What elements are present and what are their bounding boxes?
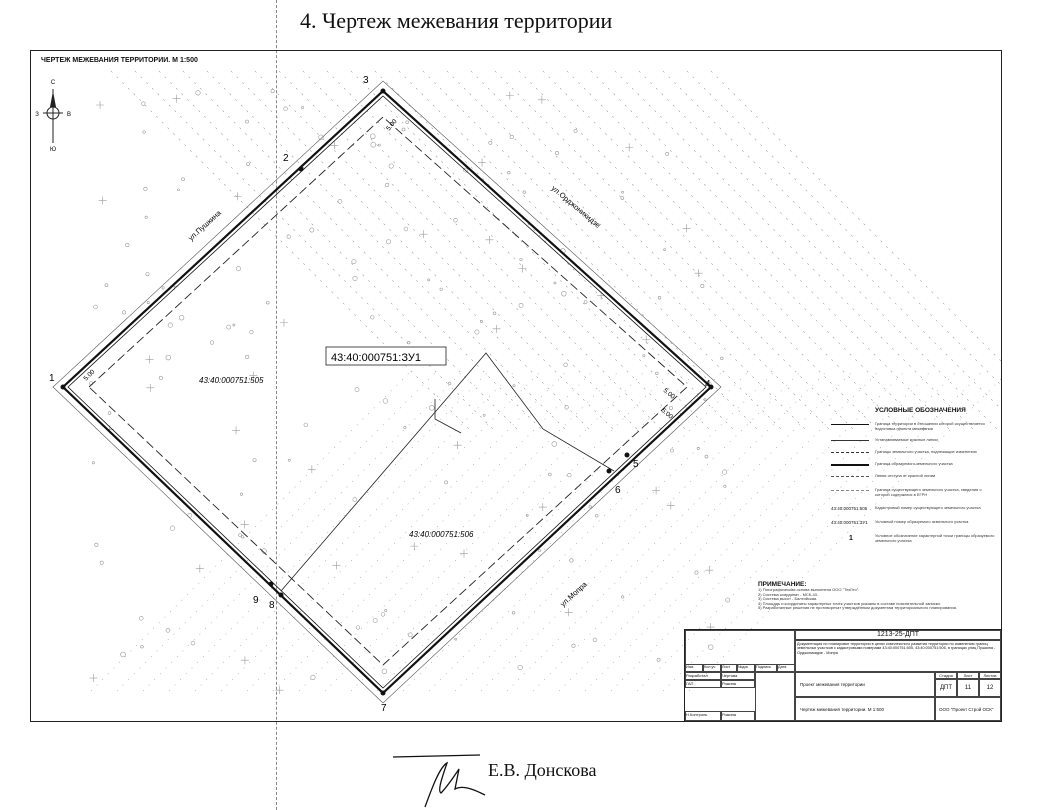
setback-label: 5.00 xyxy=(385,118,399,133)
legend-swatch xyxy=(831,490,869,491)
note-item: 4) Площадь и координаты характерных точек участков указаны в составе пояснительной записки. xyxy=(758,601,941,606)
legend-swatch xyxy=(831,424,869,425)
legend-item: Граница существующего земельного участка, сведения о которой содержатся в ЕГРН xyxy=(875,487,982,497)
point-label: 8 xyxy=(269,600,275,611)
parcel-506-label: 43:40:000751:506 xyxy=(409,530,474,539)
legend-swatch xyxy=(831,452,869,453)
point-label: 9 xyxy=(253,595,259,606)
parcel-main-label: 43:40:000751:ЗУ1 xyxy=(331,352,421,364)
setback-label: 5.00 xyxy=(659,407,674,421)
legend-code: 43:40:000751:505 xyxy=(831,506,868,511)
stage-value: ДПТ xyxy=(935,679,957,697)
boundary-points xyxy=(61,89,714,696)
point-label: 1 xyxy=(49,373,55,384)
legend-swatch xyxy=(831,440,869,441)
role-developer: Разработал xyxy=(685,672,721,680)
note-item: 5) Разработанные решения не противоречат утверждённым документам территориального планирования. xyxy=(758,606,957,611)
header-date: Дата xyxy=(777,664,795,672)
street-label: ул.Мопра xyxy=(558,579,589,609)
name-control: Рожина xyxy=(721,711,755,721)
note-item: 2) Система координат - МСК-43. xyxy=(758,592,819,597)
signatory-name: Е.В. Донскова xyxy=(488,760,597,780)
parcel-505-label: 43:40:000751:505 xyxy=(199,376,264,385)
legend-title: УСЛОВНЫЕ ОБОЗНАЧЕНИЯ xyxy=(875,407,966,414)
name-gap: Рожина xyxy=(721,680,755,688)
sheet-title: ЧЕРТЕЖ МЕЖЕВАНИЯ ТЕРРИТОРИИ. М 1:500 xyxy=(41,57,198,64)
point-label: 3 xyxy=(363,75,369,86)
street-label: ул.Пушкина xyxy=(186,208,223,243)
legend-item: Линия отступа от красной линии xyxy=(875,473,936,478)
legend-code: 1 xyxy=(849,535,853,542)
document-code: 1213-25-ДПТ xyxy=(795,630,1001,640)
note-item: 3) Система высот - Балтийская. xyxy=(758,597,818,602)
point-label: 6 xyxy=(615,485,621,496)
document-description: Документация по планировке территории в целях комплексного развития территории по изменению границ земельных участков с кадастровыми номерами 43:40:000751:505, 43:40:000751:506, в границах улиц Пушкина - Орджоникидзе - Мопра xyxy=(795,640,1001,672)
territory-boundary xyxy=(63,91,711,693)
territory-boundary-outer xyxy=(50,80,721,703)
point-label: 4 xyxy=(705,379,711,390)
compass-west: З xyxy=(35,112,39,118)
legend-item: Условный номер образуемого земельного участка xyxy=(875,519,969,524)
compass-south: Ю xyxy=(49,147,57,153)
compass-north: С xyxy=(50,80,56,86)
legend-item: Устанавливаемые красные линии xyxy=(875,437,938,442)
territory-boundary-inner xyxy=(68,96,706,688)
header-doc: №док xyxy=(737,664,755,672)
legend-item: Граница территории в отношении которой осуществляется подготовка проекта межевания xyxy=(875,421,985,431)
legend-item: Граница образуемого земельного участка xyxy=(875,461,953,466)
organization: ООО "Проект Строй ОСК" xyxy=(935,697,1001,721)
legend-code: 43:40:000751:ЗУ1 xyxy=(831,520,868,525)
compass-east: В xyxy=(66,112,72,118)
setback-label: 5.00 xyxy=(661,387,676,401)
sheets-value: 12 xyxy=(979,679,1001,697)
header-list: Лист xyxy=(721,664,737,672)
map-drawing xyxy=(31,51,1001,721)
parcel-notch xyxy=(435,399,461,433)
section-name: Проект межевания территории xyxy=(795,672,935,697)
signature-cells xyxy=(755,672,795,721)
sheet-value: 11 xyxy=(957,679,979,697)
street-label: ул.Орджоникидзе xyxy=(549,183,603,230)
point-label: 7 xyxy=(381,703,387,714)
header-kol: Кол.уч xyxy=(703,664,721,672)
header-sign: Подпись xyxy=(755,664,777,672)
header-izm: Изм. xyxy=(685,664,703,672)
notes-title: ПРИМЕЧАНИЕ: xyxy=(758,581,807,588)
drawing-sheet xyxy=(30,50,1002,722)
role-gap: ГАП xyxy=(685,680,721,688)
point-label: 2 xyxy=(283,153,289,164)
sheets-header: Листов xyxy=(979,672,1001,679)
stage-header: Стадия xyxy=(935,672,957,679)
notes xyxy=(758,581,998,611)
sheet-header: Лист xyxy=(957,672,979,679)
legend-item: Условное обозначение характерной точки границы образуемого земельного участка xyxy=(875,533,995,543)
setback-label: 5.00 xyxy=(82,368,97,383)
name-developer: Чертова xyxy=(721,672,755,680)
note-item: 1) Топографическая основа выполнена ООО "ТехГео". xyxy=(758,588,860,592)
setback-line xyxy=(89,117,687,665)
legend-item: Кадастровый номер существующего земельного участка xyxy=(875,505,981,510)
legend-swatch xyxy=(831,464,869,466)
handwritten-signature xyxy=(385,745,495,810)
page-heading: 4. Чертеж межевания территории xyxy=(300,8,613,33)
title-block xyxy=(684,629,1002,722)
drawing-name: Чертеж межевания территории. М 1:500 xyxy=(795,697,935,721)
compass-rose-icon xyxy=(35,80,71,153)
legend-item: Границы земельного участка, подлежащие изменению xyxy=(875,449,977,454)
point-label: 5 xyxy=(633,459,639,470)
legend-swatch xyxy=(831,476,869,477)
role-control: Н.Контроль xyxy=(685,711,721,721)
